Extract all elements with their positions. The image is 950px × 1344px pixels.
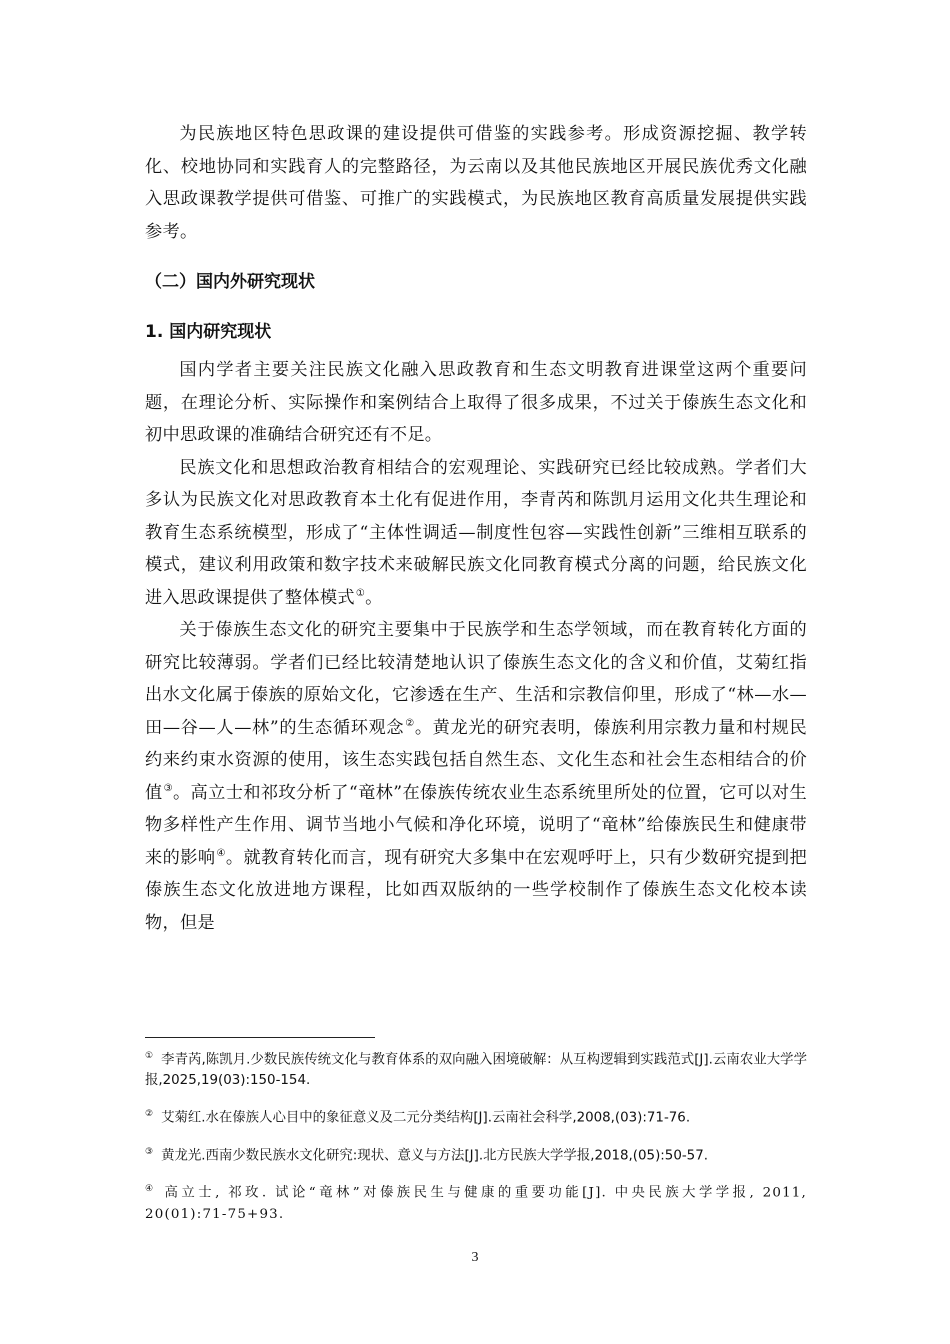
footnote-ref-3[interactable]: ③ bbox=[163, 782, 173, 794]
paragraph-2-text: 民族文化和思想政治教育相结合的宏观理论、实践研究已经比较成熟。学者们大多认为民族文化对思政教育本土化有促进作用，李青芮和陈凯月运用文化共生理论和教育生态系统模型，形成了“主体性调适—制度性包容—实践性创新”三维相互联系的模式，建议利用政策和数字技术来破解民族文化同教育模式分离的问题，给民族文化进入思政课提供了整体模式 bbox=[145, 457, 807, 608]
paragraph-2-end: 。 bbox=[365, 587, 383, 608]
footnote-text: 黄龙光.西南少数民族水文化研究:现状、意义与方法[J].北方民族大学学报,2018,(05):50-57. bbox=[161, 1148, 708, 1164]
footnotes bbox=[145, 1046, 807, 1238]
intro-paragraph-text: 为民族地区特色思政课的建设提供可借鉴的实践参考。形成资源挖掘、教学转化、校地协同和实践育人的完整路径，为云南以及其他民族地区开展民族优秀文化融入思政课教学提供可借鉴、可推广的实践模式，为民族地区教育高质量发展提供实践参考。 bbox=[145, 124, 807, 242]
paragraph-3-part-b: 。黄龙光的研究表明，傣族利用宗教力量和村规民约来约束水资源的使用，该生态实践包括自然生态、文化生态和社会生态相结合的价值 bbox=[145, 717, 807, 803]
footnote-ref-2[interactable]: ② bbox=[405, 717, 415, 729]
intro-paragraph bbox=[145, 118, 807, 248]
footnote-ref-4[interactable]: ④ bbox=[216, 847, 226, 859]
page-number: 3 bbox=[471, 1250, 479, 1265]
paragraph-3 bbox=[145, 614, 807, 939]
subsection-heading: 1. 国内研究现状 bbox=[145, 322, 272, 342]
paragraph-3-part-c: 。高立士和祁玫分析了“竜林”在傣族传统农业生态系统里所处的位置，它可以对生物多样性产生作用、调节当地小气候和净化环境，说明了“竜林”给傣族民生和健康带来的影响 bbox=[145, 782, 807, 868]
footnote-mark: ① bbox=[145, 1051, 154, 1061]
paragraph-3-part-a: 关于傣族生态文化的研究主要集中于民族学和生态学领域，而在教育转化方面的研究比较薄弱。学者们已经比较清楚地认识了傣族生态文化的含义和价值，艾菊红指出水文化属于傣族的原始文化，它渗透在生产、生活和宗教信仰里，形成了“林—水—田—谷—人—林”的生态循环观念 bbox=[145, 620, 807, 738]
footnote-4 bbox=[145, 1179, 807, 1224]
footnote-ref-1[interactable]: ① bbox=[355, 587, 366, 599]
footnote-text: 高立士, 祁玫. 试论“竜林”对傣族民生与健康的重要功能[J]. 中央民族大学学报, 2011, 20(01):71-75+93. bbox=[145, 1185, 807, 1222]
footnote-separator bbox=[145, 1037, 375, 1038]
paragraph-2 bbox=[145, 452, 807, 615]
paragraph-3-part-d: 。就教育转化而言，现有研究大多集中在宏观呼吁上，只有少数研究提到把傣族生态文化放进地方课程，比如西双版纳的一些学校制作了傣族生态文化校本读物，但是 bbox=[145, 847, 808, 933]
footnote-mark: ② bbox=[145, 1109, 154, 1120]
body-paragraphs bbox=[145, 354, 807, 939]
footnote-text: 李青芮,陈凯月.少数民族传统文化与教育体系的双向融入困境破解：从互构逻辑到实践范式[J].云南农业大学学报,2025,19(03):150-154. bbox=[145, 1052, 807, 1089]
footnote-1 bbox=[145, 1046, 807, 1091]
footnote-mark: ③ bbox=[145, 1146, 154, 1157]
footnote-mark: ④ bbox=[145, 1184, 157, 1195]
section-heading: （二）国内外研究现状 bbox=[145, 272, 315, 292]
footnote-text: 艾菊红.水在傣族人心目中的象征意义及二元分类结构[J].云南社会科学,2008,(03):71-76. bbox=[161, 1110, 691, 1126]
footnote-2 bbox=[145, 1104, 807, 1128]
paragraph-1: 国内学者主要关注民族文化融入思政教育和生态文明教育进课堂这两个重要问题，在理论分析、实际操作和案例结合上取得了很多成果，不过关于傣族生态文化和初中思政课的准确结合研究还有不足。 bbox=[145, 360, 807, 445]
footnote-3 bbox=[145, 1142, 807, 1166]
